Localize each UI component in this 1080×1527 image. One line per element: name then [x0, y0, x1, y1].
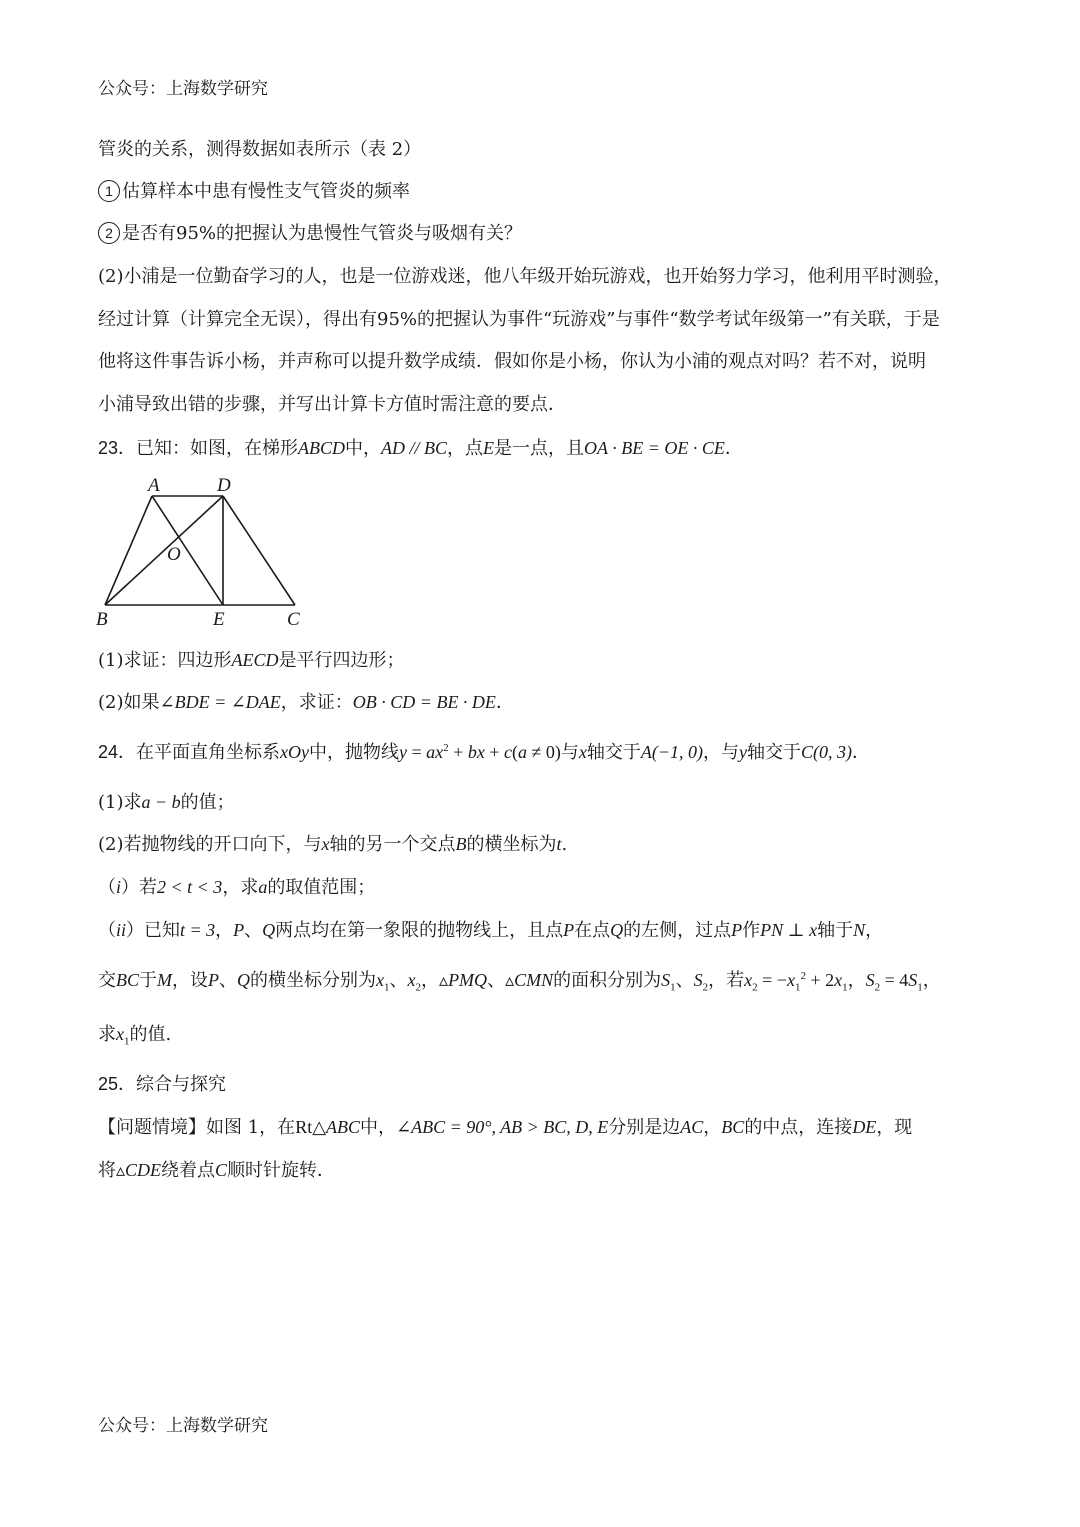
q22-part2-line1: (2)小浦是一位勤奋学习的人，也是一位游戏迷，他八年级开始玩游戏，也开始努力学习，他利用平时测验， — [98, 266, 952, 287]
q24-sub-i: （i）若2 < t < 3，求a的取值范围； — [98, 877, 376, 898]
q24-sub-ii-line1: （ii）已知t = 3，P、Q两点均在第一象限的抛物线上，且点P在点Q的左侧，过点P作PN ⊥ x轴于N， — [98, 920, 884, 941]
segment-BD — [105, 496, 223, 605]
label-A: A — [148, 475, 160, 496]
q22-line-1: 管炎的关系，测得数据如表所示（表 2） — [98, 139, 422, 160]
label-D: D — [217, 475, 231, 496]
page-header: 公众号：上海数学研究 — [98, 79, 268, 99]
q22-item-2: 2 是否有95%的把握认为患慢性气管炎与吸烟有关？ — [98, 222, 522, 246]
segment-AE — [152, 496, 223, 605]
segment-DC — [223, 496, 295, 605]
q25-title: 25．综合与探究 — [98, 1074, 227, 1095]
q22-part2-line2: 经过计算（计算完全无误），得出有95%的把握认为事件“玩游戏”与事件“数学考试年级第一”有关联，于是 — [98, 309, 940, 330]
segment-AB — [105, 496, 152, 605]
label-E: E — [213, 609, 225, 630]
q24-sub-ii-line3: 求$x_1$的值. — [98, 1024, 172, 1048]
trapezoid-figure — [90, 470, 320, 635]
q22-part2-line3: 他将这件事告诉小杨，并声称可以提升数学成绩．假如你是小杨，你认为小浦的观点对吗？若不对，说明 — [98, 351, 926, 372]
q25-line-1: 【问题情境】如图 1，在Rt△ABC中，∠ABC = 90°, AB > BC, D, E分别是边AC，BC的中点，连接DE，现 — [98, 1117, 913, 1138]
q24-part1: (1)求a − b的值； — [98, 792, 235, 813]
q22-item-1: 1 估算样本中患有慢性支气管炎的频率 — [98, 180, 410, 204]
q23-part1: (1)求证：四边形AECD是平行四边形； — [98, 650, 405, 671]
q22-part2-line4: 小浦导致出错的步骤，并写出计算卡方值时需注意的要点． — [98, 394, 566, 415]
circled-number-1: 1 — [98, 180, 120, 202]
circled-number-2: 2 — [98, 222, 120, 244]
q25-line-2: 将▵CDE绕着点C顺时针旋转． — [98, 1160, 336, 1181]
page-footer: 公众号：上海数学研究 — [98, 1416, 268, 1436]
q24-part2: (2)若抛物线的开口向下，与x轴的另一个交点B的横坐标为t. — [98, 834, 568, 855]
label-O: O — [167, 544, 181, 565]
label-B: B — [96, 609, 108, 630]
q24-sub-ii-line2: 交BC于M，设P、Q的横坐标分别为$x_1$、$x_2$，▵PMQ、▵CMN的面积分别为$S_1$、$S_2$，若$x_2 = -x_1^2 + 2x_1$，$S_2 = 4S_1$， — [98, 970, 941, 994]
q23-stem: 23．已知：如图，在梯形ABCD中，AD // BC，点E是一点，且OA · BE = OE · CE． — [98, 438, 743, 459]
label-C: C — [287, 609, 300, 630]
q24-stem: 24．在平面直角坐标系xOy中，抛物线$y = ax^2$ + bx + c(a ≠ 0)与x轴交于A(−1, 0)，与y轴交于C(0, 3)． — [98, 742, 870, 763]
q23-part2: (2)如果∠BDE = ∠DAE，求证：OB · CD = BE · DE． — [98, 692, 514, 713]
